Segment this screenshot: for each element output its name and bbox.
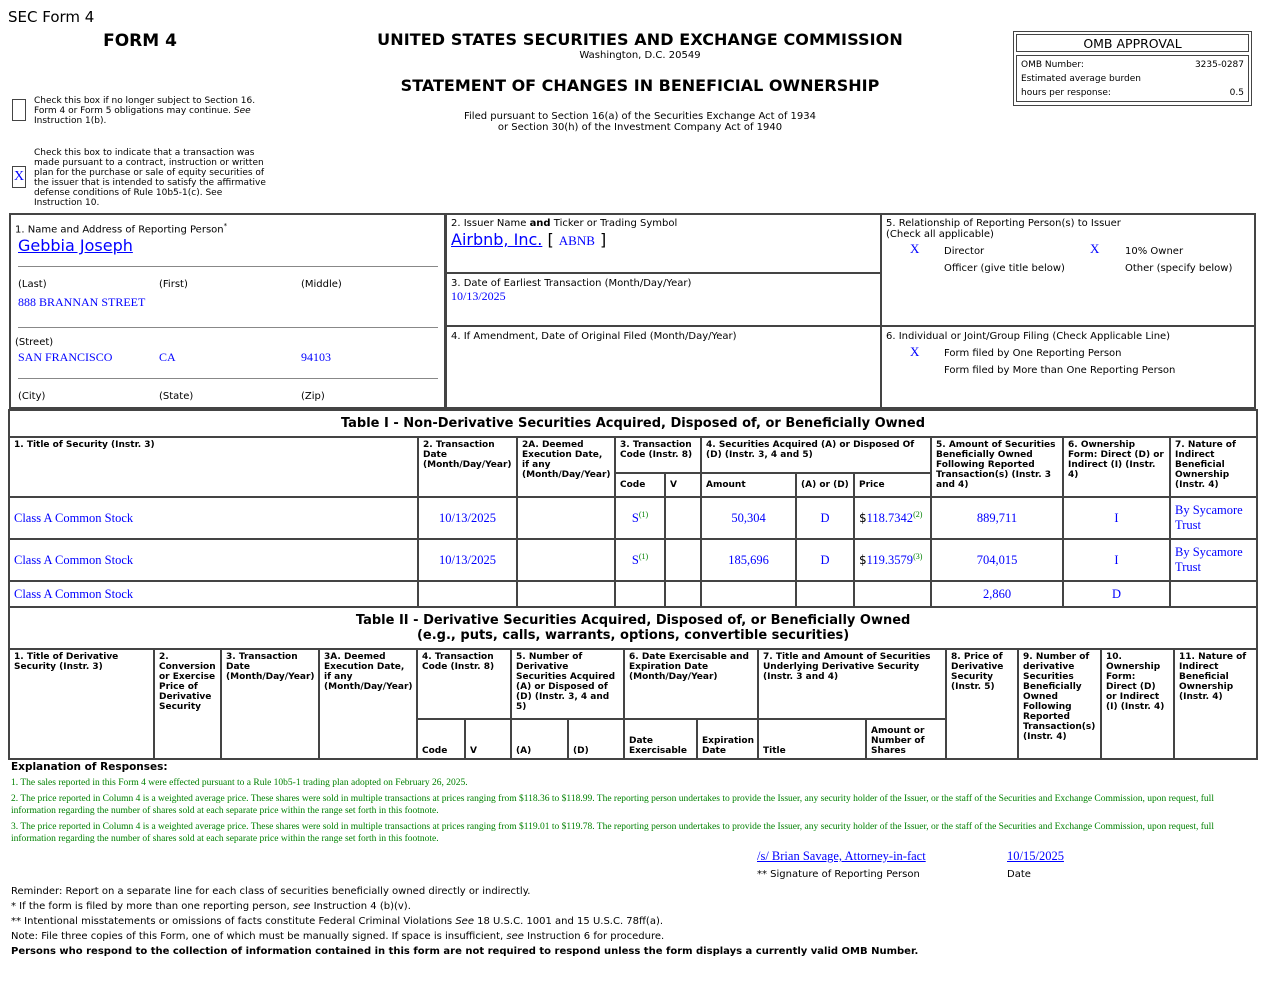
t2-header-v: V <box>465 719 511 759</box>
t1-header-owned: 5. Amount of Securities Beneficially Owned Following Reported Transaction(s) (Instr. 3 and 4) <box>931 437 1063 497</box>
acquired-or-disposed <box>796 581 854 607</box>
state-label: (State) <box>159 391 194 402</box>
director-label: Director <box>944 246 985 257</box>
footnote-ref: (2) <box>913 509 923 519</box>
filed-pursuant <box>330 111 950 133</box>
t1-header-aord: (A) or (D) <box>796 473 854 497</box>
relationship-label: 5. Relationship of Reporting Person(s) to Issuer (Check all applicable) <box>886 218 1121 240</box>
price: $118.7342$^{(2)}$ <box>854 497 931 539</box>
amendment-box <box>445 325 882 409</box>
form-title: FORM 4 <box>103 31 177 51</box>
filed-line-2: or Section 30(h) of the Investment Company Act of 1940 <box>497 122 783 133</box>
t2-header-title: 1. Title of Derivative Security (Instr. 3) <box>9 649 154 759</box>
t2-header-code-group: 4. Transaction Code (Instr. 8) <box>417 649 511 719</box>
t1-header-deemed: 2A. Deemed Execution Date, if any (Month/Day/Year) <box>517 437 615 497</box>
ownership-form: I <box>1063 539 1170 581</box>
table-row <box>9 497 1257 539</box>
date-label: Date <box>1007 869 1031 880</box>
last-label: (Last) <box>18 279 47 290</box>
transaction-code <box>615 581 665 607</box>
t1-header-title: 1. Title of Security (Instr. 3) <box>9 437 418 497</box>
deemed-date <box>517 497 615 539</box>
transaction-date <box>418 581 517 607</box>
t1-header-date: 2. Transaction Date (Month/Day/Year) <box>418 437 517 497</box>
t1-header-nature: 7. Nature of Indirect Beneficial Ownership (Instr. 4) <box>1170 437 1257 497</box>
explanation-heading: Explanation of Responses: <box>11 761 168 773</box>
street-label: (Street) <box>15 337 54 348</box>
t2-header-nature: 11. Nature of Indirect Beneficial Ownership (Instr. 4) <box>1174 649 1257 759</box>
filing-label: 6. Individual or Joint/Group Filing (Check Applicable Line) <box>886 331 1171 342</box>
omb-number-label: OMB Number: <box>1021 60 1084 70</box>
omb-number-value: 3235-0287 <box>1194 60 1244 70</box>
table-row <box>9 581 1257 607</box>
nature-of-ownership: By Sycamore Trust <box>1170 539 1257 581</box>
rule10b5-text: Check this box to indicate that a transaction was made pursuant to a contract, instruction or written plan for the purchase or sale of equity securities of the issuer that is intended to satisfy the affirmative defense conditions of Rule 10b5-1(c). See Instruction 10. <box>34 148 266 208</box>
reminder: Reminder: Report on a separate line for each class of securities beneficially owned directly or indirectly. <box>11 886 531 897</box>
amount-owned: 2,860 <box>931 581 1063 607</box>
earliest-transaction-value: 10/13/2025 <box>451 289 506 303</box>
ownership-form: D <box>1063 581 1170 607</box>
director-mark[interactable]: X <box>910 241 920 256</box>
t1-header-code: Code <box>615 473 665 497</box>
note-copies: Note: File three copies of this Form, one of which must be manually signed. If space is insufficient, see Instruction 6 for procedure. <box>11 931 665 942</box>
t2-header-exercisable-group: 6. Date Exercisable and Expiration Date (Month/Day/Year) <box>624 649 758 719</box>
transaction-date: 10/13/2025 <box>418 539 517 581</box>
officer-label: Officer (give title below) <box>944 263 1065 274</box>
filing-box <box>880 325 1256 409</box>
filed-line-1: Filed pursuant to Section 16(a) of the Securities Exchange Act of 1934 <box>464 111 816 122</box>
t2-header-underlying-group: 7. Title and Amount of Securities Underlying Derivative Security (Instr. 3 and 4) <box>758 649 946 719</box>
t2-header-deemed: 3A. Deemed Execution Date, if any (Month/Day/Year) <box>319 649 417 759</box>
table2-caption: Table II - Derivative Securities Acquired, Disposed of, or Beneficially Owned (e.g., puts, calls, warrants, options, convertible securities) <box>9 607 1257 649</box>
nature-of-ownership <box>1170 581 1257 607</box>
one-person-mark[interactable]: X <box>910 344 920 359</box>
deemed-date <box>517 581 615 607</box>
v-flag <box>665 539 701 581</box>
amount-owned: 704,015 <box>931 539 1063 581</box>
explanation-section <box>11 761 1251 845</box>
t1-header-amount: Amount <box>701 473 796 497</box>
rule10b5-checkbox[interactable]: X <box>12 166 26 188</box>
security-title: Class A Common Stock <box>9 497 418 539</box>
amount-owned: 889,711 <box>931 497 1063 539</box>
footnote-3: 3. The price reported in Column 4 is a weighted average price. These shares were sold in multiple transactions at prices ranging from $119.01 to $119.78. The reporting person undertakes to provide the Issuer, any security holder of the Issuer, or the staff of the Securities and Exchange Commission, upon request, full information regarding the number of shares sold at each separate price within the range set forth in this footnote. <box>11 822 1214 844</box>
amount <box>701 581 796 607</box>
t2-header-underlying-title: Title <box>758 719 866 759</box>
omb-hours-label: hours per response: <box>1021 88 1111 98</box>
t2-header-date-exercisable: Date Exercisable <box>624 719 697 759</box>
agency-name: UNITED STATES SECURITIES AND EXCHANGE COMMISSION <box>377 30 903 49</box>
ownership-form: I <box>1063 497 1170 539</box>
t2-header-date: 3. Transaction Date (Month/Day/Year) <box>221 649 319 759</box>
t2-header-conversion: 2. Conversion or Exercise Price of Derivative Security <box>154 649 221 759</box>
page-label: SEC Form 4 <box>8 8 95 26</box>
t2-header-a: (A) <box>511 719 568 759</box>
reporting-person-box <box>9 213 446 409</box>
table1-caption: Table I - Non-Derivative Securities Acquired, Disposed of, or Beneficially Owned <box>9 410 1257 437</box>
issuer-label: 2. Issuer Name and Ticker or Trading Symbol <box>451 218 678 229</box>
ticker-symbol: ABNB <box>558 233 595 248</box>
transaction-code: S$^{(1)}$ <box>615 539 665 581</box>
omb-notice: Persons who respond to the collection of information contained in this form are not required to respond unless the form displays a currently valid OMB Number. <box>11 946 919 957</box>
t2-header-ownership: 10. Ownership Form: Direct (D) or Indirect (I) (Instr. 4) <box>1101 649 1174 759</box>
v-flag <box>665 497 701 539</box>
more-persons-label: Form filed by More than One Reporting Person <box>944 365 1176 376</box>
footnote-ref: (3) <box>913 551 923 561</box>
deemed-date <box>517 539 615 581</box>
issuer-line: Airbnb, Inc. [ ABNB ] <box>451 230 607 249</box>
t2-header-number-group: 5. Number of Derivative Securities Acquired (A) or Disposed of (D) (Instr. 3, 4 and 5) <box>511 649 624 719</box>
signature-label: ** Signature of Reporting Person <box>757 869 920 880</box>
omb-burden-label: Estimated average burden <box>1021 74 1141 84</box>
amount: 185,696 <box>701 539 796 581</box>
signature-name[interactable]: /s/ Brian Savage, Attorney-in-fact <box>757 849 926 863</box>
transaction-date: 10/13/2025 <box>418 497 517 539</box>
t1-header-form: 6. Ownership Form: Direct (D) or Indirect (I) (Instr. 4) <box>1063 437 1170 497</box>
city-value: SAN FRANCISCO <box>18 350 113 364</box>
footnote-1: 1. The sales reported in this Form 4 were effected pursuant to a Rule 10b5-1 trading plan adopted on February 26, 2025. <box>11 778 468 788</box>
table-non-derivative <box>8 409 1258 608</box>
t1-header-price: Price <box>854 473 931 497</box>
street-value: 888 BRANNAN STREET <box>18 295 146 309</box>
omb-hours-value: 0.5 <box>1229 88 1244 98</box>
zip-label: (Zip) <box>301 391 325 402</box>
issuer-name-link[interactable]: Airbnb, Inc. <box>451 230 543 249</box>
statement-title: STATEMENT OF CHANGES IN BENEFICIAL OWNERSHIP <box>400 76 880 95</box>
reporting-person-label: 1. Name and Address of Reporting Person* <box>15 222 228 236</box>
footer-notes <box>11 884 918 959</box>
t1-header-code-group: 3. Transaction Code (Instr. 8) <box>615 437 701 473</box>
table-derivative <box>8 606 1258 760</box>
earliest-transaction-label: 3. Date of Earliest Transaction (Month/Day/Year) <box>451 278 692 289</box>
security-title: Class A Common Stock <box>9 581 418 607</box>
v-flag <box>665 581 701 607</box>
earliest-transaction-box <box>445 272 882 327</box>
first-label: (First) <box>159 279 188 290</box>
one-person-label: Form filed by One Reporting Person <box>944 348 1122 359</box>
t2-header-underlying-amount: Amount or Number of Shares <box>866 719 946 759</box>
acquired-or-disposed: D <box>796 539 854 581</box>
omb-title: OMB APPROVAL <box>1016 34 1249 52</box>
omb-details <box>1016 55 1249 102</box>
t1-header-v: V <box>665 473 701 497</box>
t1-header-acquired-group: 4. Securities Acquired (A) or Disposed Of (D) (Instr. 3, 4 and 5) <box>701 437 931 473</box>
ten-percent-owner-label: 10% Owner <box>1125 246 1184 257</box>
t2-header-expiration: Expiration Date <box>697 719 758 759</box>
acquired-or-disposed: D <box>796 497 854 539</box>
middle-label: (Middle) <box>301 279 342 290</box>
t2-header-code: Code <box>417 719 465 759</box>
section16-checkbox[interactable] <box>12 99 26 121</box>
signature-date[interactable]: 10/15/2025 <box>1007 849 1064 863</box>
t2-header-price: 8. Price of Derivative Security (Instr. 5) <box>946 649 1018 759</box>
city-label: (City) <box>18 391 46 402</box>
transaction-code: S$^{(1)}$ <box>615 497 665 539</box>
agency-header <box>330 30 950 133</box>
amount: 50,304 <box>701 497 796 539</box>
issuer-box <box>445 213 882 274</box>
agency-address: Washington, D.C. 20549 <box>579 50 701 61</box>
other-label: Other (specify below) <box>1125 263 1233 274</box>
t2-header-d: (D) <box>568 719 624 759</box>
omb-approval-box <box>1013 31 1252 106</box>
zip-value: 94103 <box>301 350 331 364</box>
ten-percent-owner-mark[interactable]: X <box>1090 241 1100 256</box>
footnote-2: 2. The price reported in Column 4 is a weighted average price. These shares were sold in multiple transactions at prices ranging from $118.36 to $118.99. The reporting person undertakes to provide the Issuer, any security holder of the Issuer, or the staff of the Securities and Exchange Commission, upon request, full information regarding the number of shares sold at each separate price within the range set forth in this footnote. <box>11 794 1214 816</box>
table-row <box>9 539 1257 581</box>
state-value: CA <box>159 350 176 364</box>
footnote-ref: (1) <box>638 509 649 519</box>
footnote-ref: (1) <box>638 551 649 561</box>
security-title: Class A Common Stock <box>9 539 418 581</box>
amendment-label: 4. If Amendment, Date of Original Filed (Month/Day/Year) <box>451 331 737 342</box>
section16-text: Check this box if no longer subject to Section 16. Form 4 or Form 5 obligations may continue. See Instruction 1(b). <box>34 96 256 126</box>
t2-header-number-owned: 9. Number of derivative Securities Beneficially Owned Following Reported Transaction(s) (Instr. 4) <box>1018 649 1101 759</box>
price: $119.3579$^{(3)}$ <box>854 539 931 581</box>
note-multiple-persons: * If the form is filed by more than one reporting person, see Instruction 4 (b)(v). <box>11 901 411 912</box>
note-misstatements: ** Intentional misstatements or omissions of facts constitute Federal Criminal Violations See 18 U.S.C. 1001 and 15 U.S.C. 78ff(a). <box>11 916 664 927</box>
nature-of-ownership: By Sycamore Trust <box>1170 497 1257 539</box>
reporting-person-name-link[interactable]: Gebbia Joseph <box>18 236 133 255</box>
relationship-box <box>880 213 1256 327</box>
price <box>854 581 931 607</box>
